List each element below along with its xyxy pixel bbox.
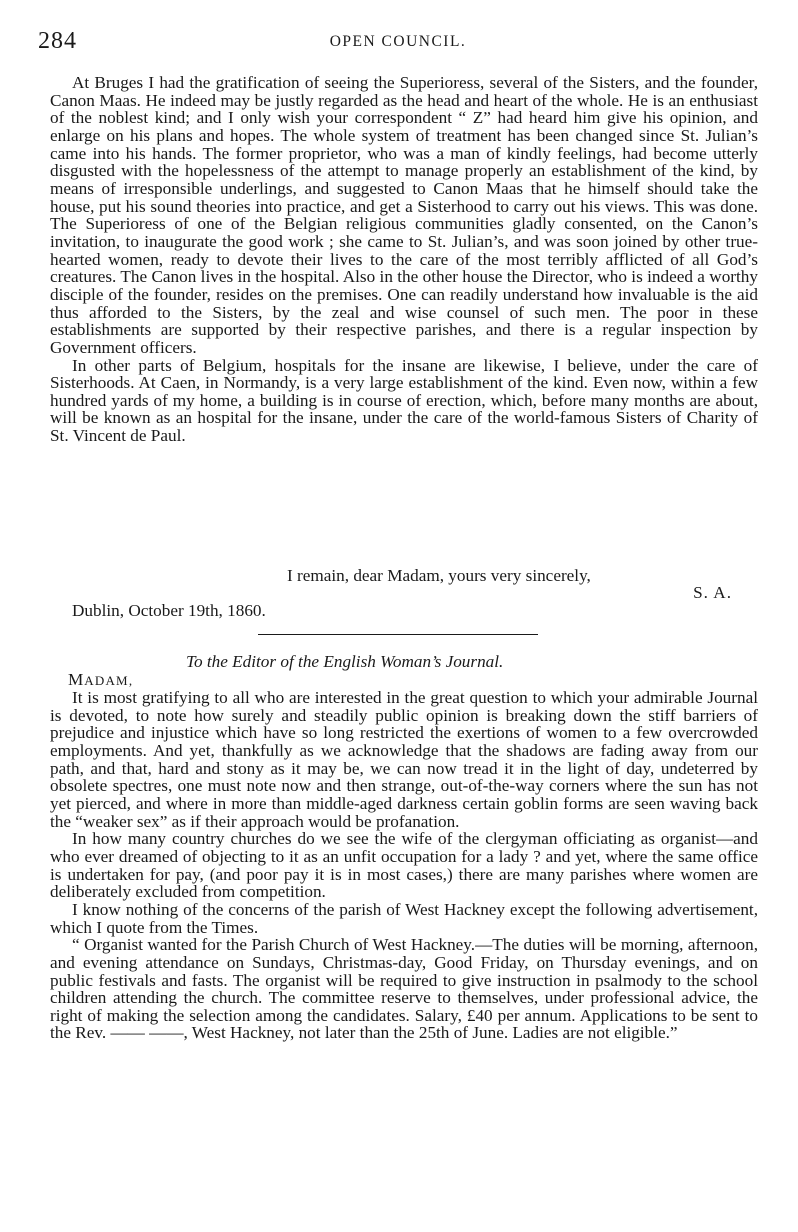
letter-heading: To the Editor of the English Woman’s Journal. — [186, 652, 504, 671]
page-number: 284 — [38, 28, 77, 54]
letter-two-body — [50, 689, 758, 1042]
paragraph: I know nothing of the concerns of the parish of West Hackney except the following advertisement, which I quote from the Times. — [50, 899, 758, 937]
letter-one-body — [50, 74, 758, 445]
paragraph: “ Organist wanted for the Parish Church of West Hackney.—The duties will be morning, afternoon, and evening attendance on Sundays, Christmas-day, Good Friday, on Thursday evenings, and on public festivals and fasts. The organist will be required to give instruction in psalmody to the school children attending the church. The committee reserve to themselves, under professional advice, the right of making the selection among the candidates. Salary, £40 per annum. Applications to be sent to the Rev. —— ——, West Hackney, not later than the 25th of June. Ladies are not eligible.” — [50, 935, 758, 1043]
running-title: OPEN COUNCIL. — [329, 33, 467, 50]
salutation — [68, 670, 133, 690]
salutation-rest: ADAM, — [84, 673, 134, 688]
section-divider — [258, 634, 538, 635]
salutation-initial: M — [68, 670, 85, 689]
running-head — [38, 28, 758, 52]
dateline: Dublin, October 19th, 1860. — [72, 601, 266, 620]
paragraph: It is most gratifying to all who are interested in the great question to which your admirable Journal is devoted, to note how surely and steadily public opinion is breaking down the stiff barriers of prejudice and injustice which have so long restricted the exertions of women to a few overcrowded employments. And yet, thankfully as we acknowledge that the shadows are fading away from our path, and that, hard and stony as it may be, we can now tread it in the light of day, undeterred by obsolete spectres, one must note now and then strange, out-of-the-way corners where the sun has not yet pierced, and where in more than middle-aged darkness certain goblin forms are seen waving back the “weaker sex” as if their approach would be profanation. — [50, 688, 758, 831]
closing-line: I remain, dear Madam, yours very sincerely, — [287, 566, 591, 585]
paragraph: In how many country churches do we see the wife of the clergyman officiating as organist—and who ever dreamed of objecting to it as an unfit occupation for a lady ? and yet, where the same office is undertaken for pay, (and poor pay it is in most cases,) there are many parishes where women are deliberately excluded from competition. — [50, 829, 758, 902]
paragraph: In other parts of Belgium, hospitals for the insane are likewise, I believe, under the care of Sisterhoods. At Caen, in Normandy, is a very large establishment of the kind. Even now, within a few hundred yards of my home, a building is in course of erection, which, before many months are about, will be known as an hospital for the insane, under the care of the world-famous Sisters of Charity of St. Vincent de Paul. — [50, 355, 758, 446]
paragraph: At Bruges I had the gratification of seeing the Superioress, several of the Sisters, and the founder, Canon Maas. He indeed may be justly regarded as the head and heart of the whole. He is an enthusiast of the noblest kind; and I only wish your correspondent “ Z” had heard him give his opinion, and enlarge on his plans and hopes. The whole system of treatment has been changed since St. Julian’s came into his hands. The former proprietor, who was a man of kindly feelings, had become utterly disgusted with the hopelessness of the attempt to manage properly an establishment of the kind, by means of irresponsible underlings, and suggested to Canon Maas that he himself should take the house, put his sound theories into practice, and get a Sisterhood to carry out his views. This was done. The Superioress of one of the Belgian religious communities gladly consented, on the Canon’s invitation, to inaugurate the good work ; she came to St. Julian’s, and was soon joined by other true-hearted women, ready to devote their lives to the care of the most terribly afflicted of all God’s creatures. The Canon lives in the hospital. Also in the other house the Director, who is indeed a worthy disciple of the founder, resides on the premises. One can readily understand how invaluable is the aid thus afforded to the Sisters, by the zeal and wise counsel of such men. The poor in these establishments are supported by their respective parishes, and there is a regular inspection by Government officers. — [50, 73, 758, 357]
signature-initials: S. A. — [693, 583, 732, 602]
